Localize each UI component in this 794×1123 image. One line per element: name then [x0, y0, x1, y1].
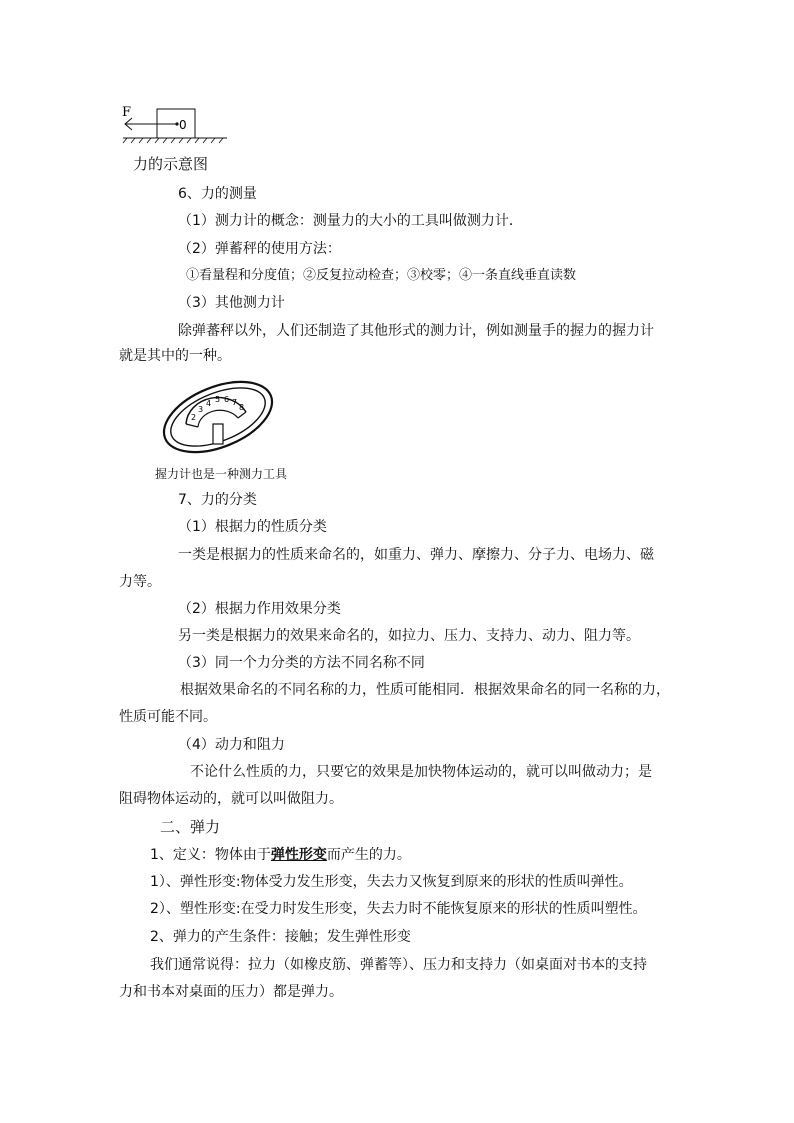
figure2-caption: 握力计也是一种测力工具 — [155, 467, 288, 481]
dial-digit: 6 — [224, 395, 230, 404]
section-elastic-title: 二、弹力 — [160, 818, 221, 836]
dial-digit: 3 — [198, 405, 204, 414]
s7-para-1b: 力等。 — [119, 574, 161, 590]
elastic-deformation: 1）、弹性形变:物体受力发生形变，失去力又恢复到原来的形状的性质叫弹性。 — [150, 874, 633, 890]
s7-para-4a: 不论什么性质的力，只要它的效果是加快物体运动的，就可以叫做动力；是 — [190, 764, 652, 780]
elastic-para-1a: 我们通常说得：拉力（如橡皮筋、弹蓄等）、压力和支持力（如桌面对书本的支持 — [150, 957, 647, 973]
dial-digit: 4 — [206, 399, 212, 408]
dynamometer-outer-ring — [154, 368, 282, 466]
section-7-title: 7、力的分类 — [178, 492, 257, 508]
dial-digit: 2 — [191, 413, 197, 422]
s7-line-1: （1）根据力的性质分类 — [178, 519, 327, 535]
s7-line-2: （2）根据力作用效果分类 — [178, 601, 341, 617]
force-diagram — [115, 100, 235, 140]
s7-para-3b: 性质可能不同。 — [119, 709, 217, 725]
elastic-condition: 2、弹力的产生条件：接触；发生弹性形变 — [150, 929, 411, 945]
elastic-para-1b: 力和书本对桌面的压力）都是弹力。 — [119, 984, 343, 1000]
dynamometer-inner-ring — [163, 376, 274, 458]
plastic-deformation: 2）、塑性形变:在受力时发生形变，失去力时不能恢复原来的形状的性质叫塑性。 — [150, 901, 647, 917]
dial-digit: 8 — [239, 403, 245, 412]
s6-para-1a: 除弹蕃秤以外，人们还制造了其他形式的测力计，例如测量手的握力的握力计 — [178, 323, 654, 339]
dial-digit: 7 — [232, 398, 238, 407]
s6-line-2: （2）弹蓄秤的使用方法： — [178, 241, 341, 257]
definition-prefix: 1、定义：物体由于 — [150, 847, 271, 863]
definition-keyword: 弹性形变 — [270, 847, 327, 863]
definition-suffix: 而产生的力。 — [326, 847, 411, 863]
figure1-caption: 力的示意图 — [133, 155, 209, 173]
s7-line-3: （3）同一个力分类的方法不同名称不同 — [178, 655, 425, 671]
s6-line-3: ①看量程和分度值；②反复拉动检查；③校零；④一条直线垂直读数 — [186, 268, 577, 283]
s6-para-1b: 就是其中的一种。 — [119, 348, 231, 364]
s7-line-4: （4）动力和阻力 — [178, 737, 285, 753]
s7-para-2: 另一类是根据力的效果来命名的，如拉力、压力、支持力、动力、阻力等。 — [178, 628, 640, 644]
point-label: 0 — [179, 118, 187, 132]
s6-line-4: （3）其他测力计 — [178, 295, 285, 311]
s6-line-1: （1）测力计的概念：测量力的大小的工具叫做测力计． — [178, 213, 523, 229]
grip-dynamometer-figure — [158, 372, 278, 462]
dial-digit: 5 — [215, 395, 221, 404]
force-label: F — [122, 105, 132, 120]
s7-para-3a: 根据效果命名的不同名称的力，性质可能相同．根据效果命名的同一名称的力， — [180, 682, 670, 698]
s7-para-1a: 一类是根据力的性质来命名的，如重力、弹力、摩擦力、分子力、电场力、磁 — [178, 547, 654, 563]
elastic-definition — [150, 846, 411, 864]
s7-para-4b: 阻碍物体运动的，就可以叫做阻力。 — [119, 791, 343, 807]
ground-hatch — [123, 138, 223, 143]
section-6-title: 6、力的测量 — [178, 186, 257, 202]
